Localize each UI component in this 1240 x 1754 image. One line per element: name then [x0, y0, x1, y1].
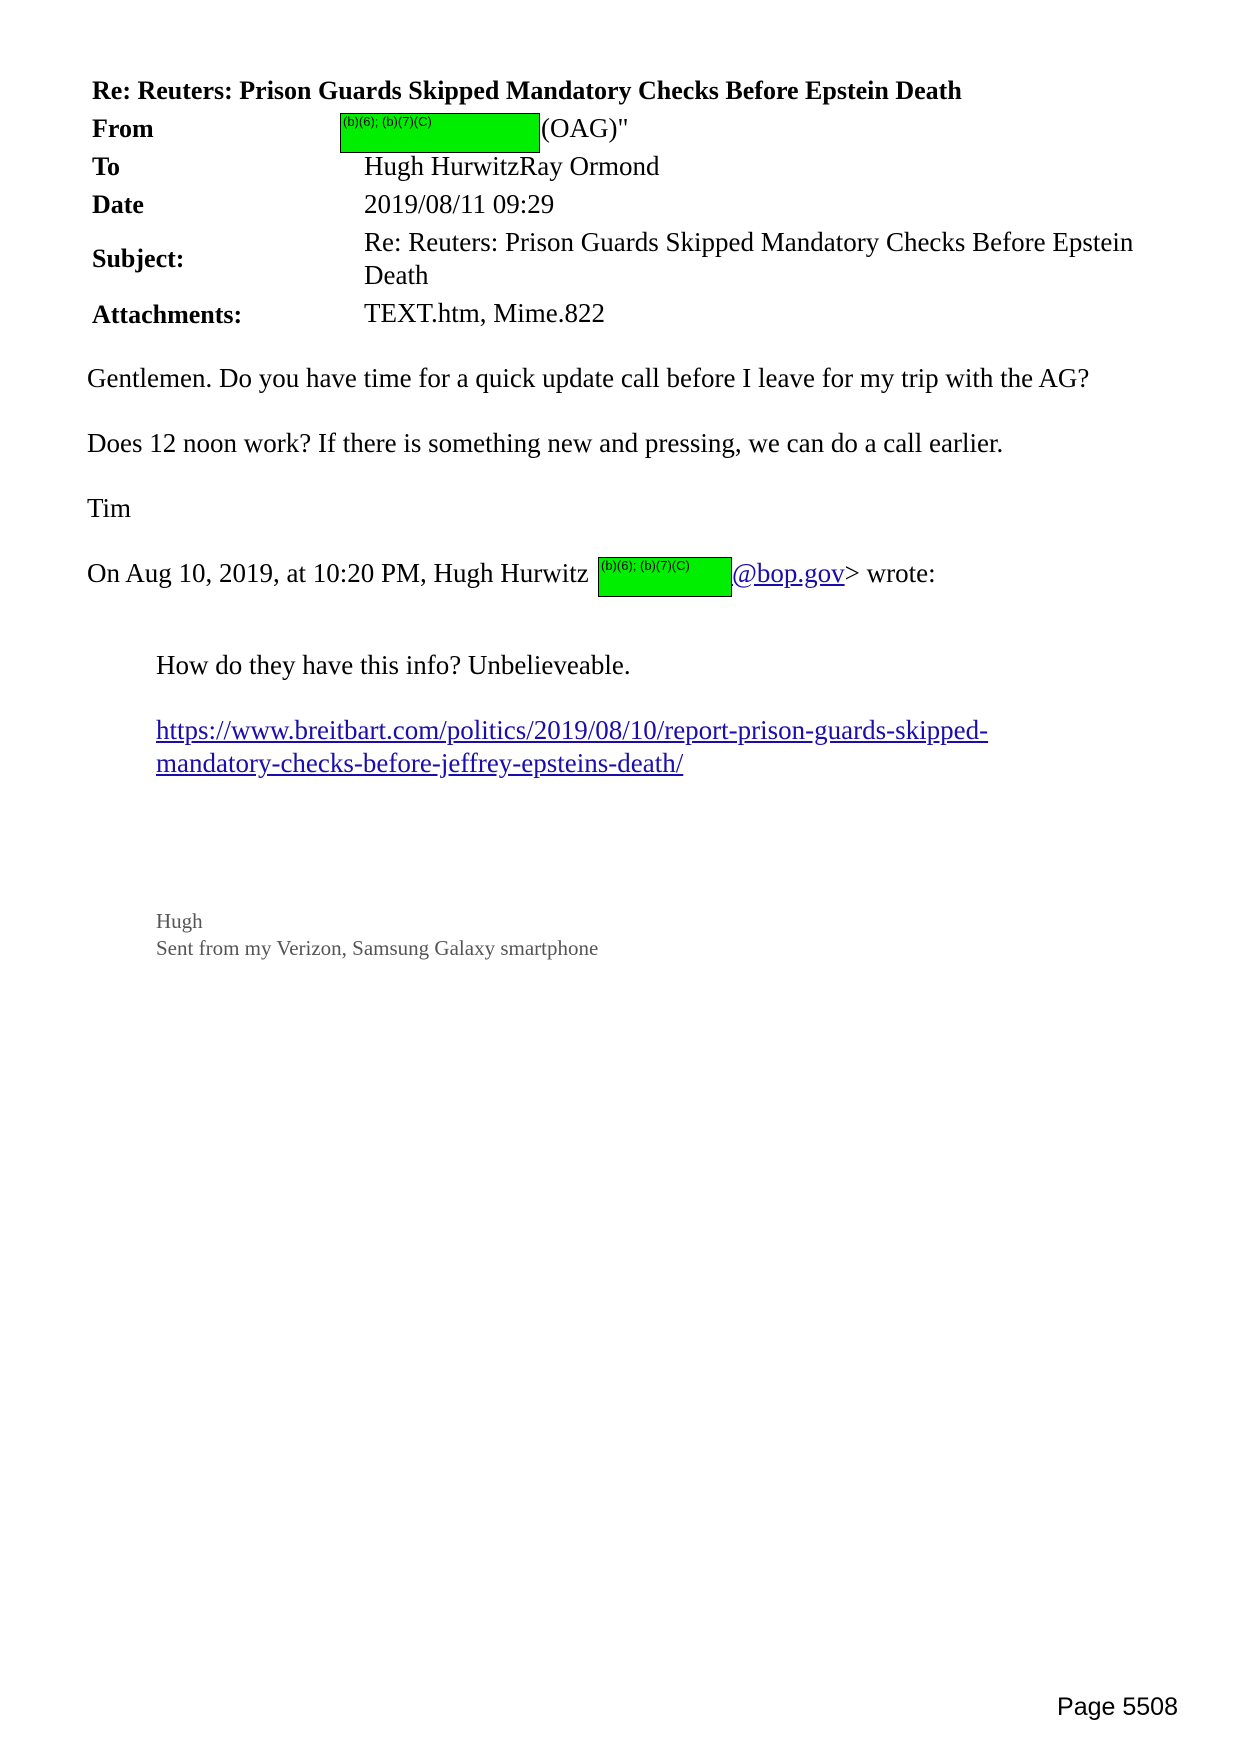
attachments-value: TEXT.htm, Mime.822	[364, 298, 605, 328]
quote-redaction-code: (b)(6); (b)(7)(C)	[601, 558, 690, 573]
subject-label: Subject:	[92, 244, 185, 273]
from-suffix: (OAG)"	[541, 113, 629, 143]
to-value: Hugh HurwitzRay Ormond	[364, 151, 660, 181]
subject-line-1: Re: Reuters: Prison Guards Skipped Mandatory Checks Before Epstein	[364, 227, 1134, 257]
document-title: Re: Reuters: Prison Guards Skipped Mandatory Checks Before Epstein Death	[92, 76, 962, 105]
article-link-line-2[interactable]: mandatory-checks-before-jeffrey-epsteins-death/	[156, 748, 684, 778]
from-redaction-code: (b)(6); (b)(7)(C)	[343, 114, 432, 129]
signoff: Tim	[87, 493, 132, 523]
quote-intro-prefix: On Aug 10, 2019, at 10:20 PM, Hugh Hurwitz	[87, 558, 589, 588]
article-link-line-1[interactable]: https://www.breitbart.com/politics/2019/08/10/report-prison-guards-skipped-	[156, 715, 989, 745]
body-paragraph-1: Gentlemen. Do you have time for a quick update call before I leave for my trip with the AG?	[87, 363, 1090, 393]
from-redaction-box	[340, 113, 540, 153]
date-label: Date	[92, 190, 144, 219]
to-label: To	[92, 152, 120, 181]
quote-redaction-box	[598, 557, 732, 597]
quote-email-link[interactable]: @bop.gov	[732, 558, 845, 588]
date-value: 2019/08/11 09:29	[364, 189, 555, 219]
quoted-line-1: How do they have this info? Unbelieveable.	[156, 650, 631, 680]
signature-name: Hugh	[156, 909, 203, 933]
attachments-label: Attachments:	[92, 300, 243, 329]
signature-device: Sent from my Verizon, Samsung Galaxy smartphone	[156, 936, 599, 960]
from-label: From	[92, 114, 154, 143]
quote-intro-suffix: > wrote:	[844, 558, 936, 588]
page-number: Page 5508	[1057, 1693, 1178, 1721]
subject-line-2: Death	[364, 260, 429, 290]
body-paragraph-2: Does 12 noon work? If there is something new and pressing, we can do a call earlier.	[87, 428, 1004, 458]
